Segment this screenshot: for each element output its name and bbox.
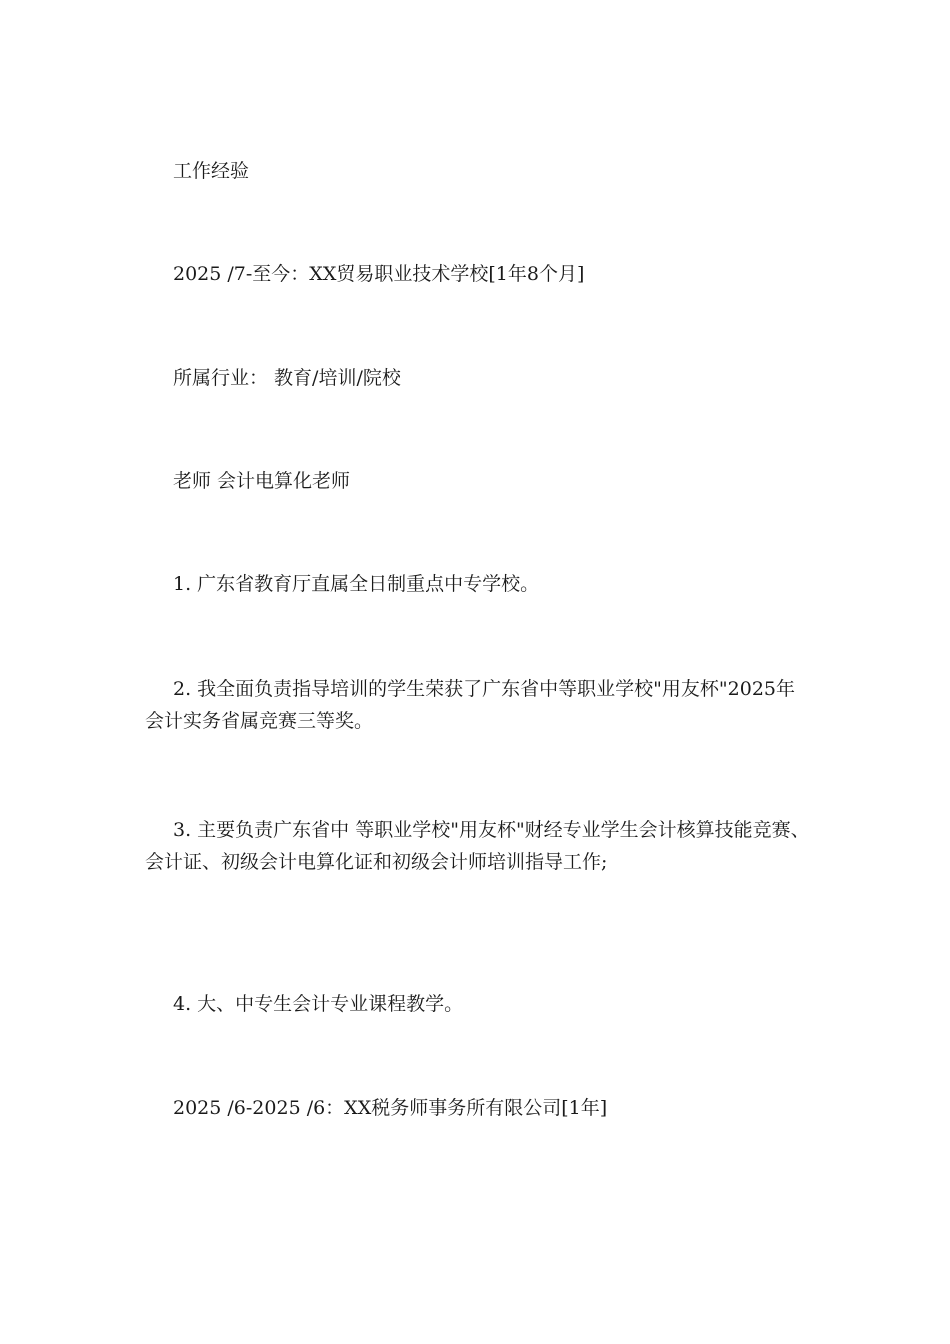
job2-period: 2025 /6-2025 /6：XX税务师事务所有限公司[1年] [173,1097,608,1119]
section-title: 工作经验 [173,160,250,182]
job1-item-3-line2: 会计证、初级会计电算化证和初级会计师培训指导工作; [145,851,608,873]
job1-item-4: 4. 大、中专生会计专业课程教学。 [173,993,464,1015]
job1-item-2-line2: 会计实务省属竞赛三等奖。 [145,710,374,732]
job1-item-3-line1: 3. 主要负责广东省中 等职业学校"用友杯"财经专业学生会计核算技能竞赛、 [173,819,810,841]
job1-item-2 [145,673,825,737]
job1-item-1: 1. 广东省教育厅直属全日制重点中专学校。 [173,573,540,595]
job1-item-3 [145,814,825,878]
job1-period: 2025 /7-至今：XX贸易职业技术学校[1年8个月] [173,263,585,285]
job1-position: 老师 会计电算化老师 [173,470,351,492]
job1-industry: 所属行业： 教育/培训/院校 [173,367,401,389]
job1-item-2-line1: 2. 我全面负责指导培训的学生荣获了广东省中等职业学校"用友杯"2025年 [173,678,796,700]
